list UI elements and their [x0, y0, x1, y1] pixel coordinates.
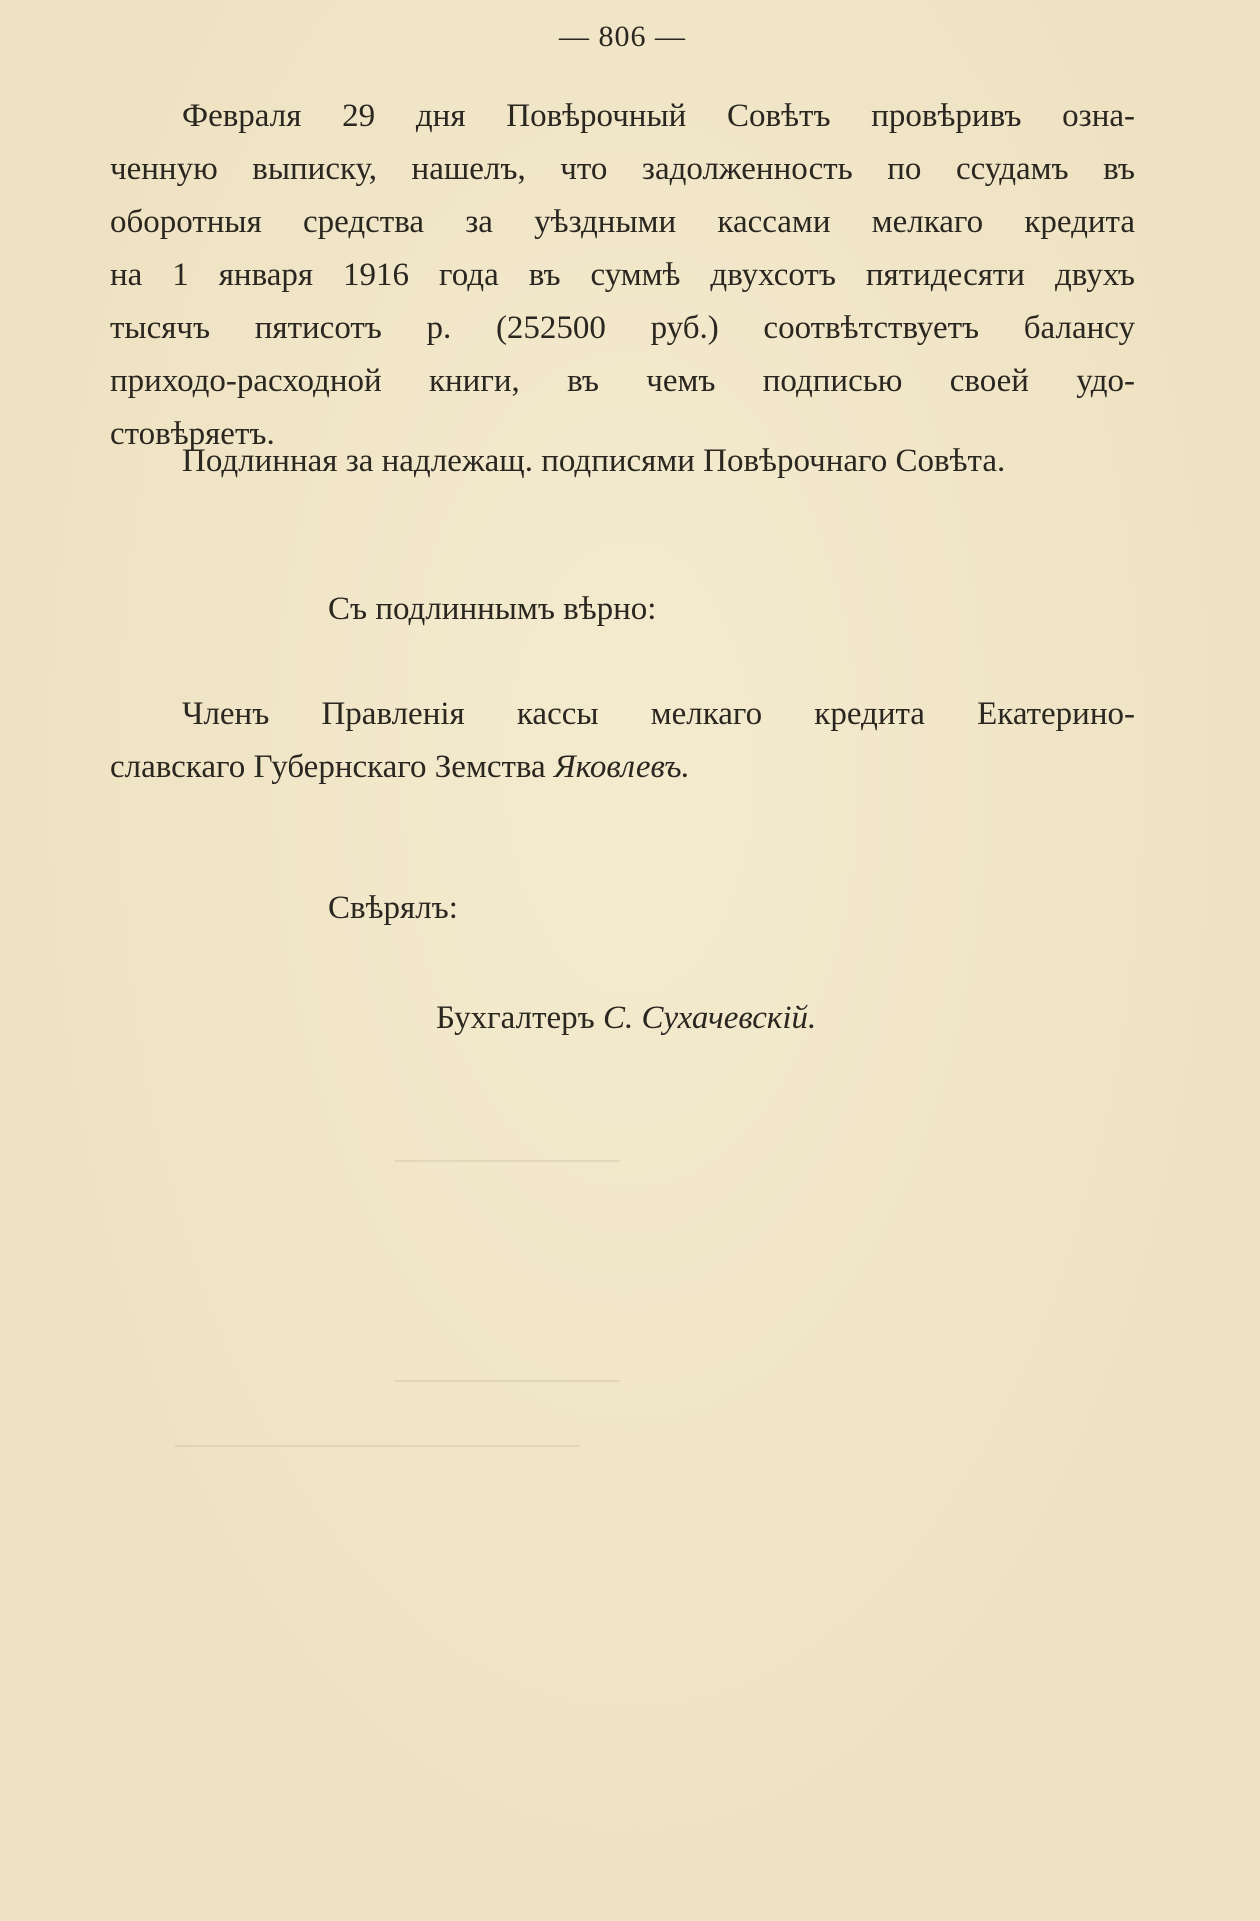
- paragraph-line: оборотныя средства за уѣздными кассами мелкаго кредита: [110, 204, 1135, 240]
- certified-heading: Съ подлиннымъ вѣрно:: [328, 591, 657, 627]
- paragraph-line: тысячъ пятисотъ р. (252500 руб.) соотвѣтствуетъ балансу: [110, 310, 1135, 346]
- bleed-through-rule: [395, 1160, 620, 1162]
- paragraph-line: Февраля 29 дня Повѣрочный Совѣтъ провѣривъ озна-: [182, 98, 1135, 134]
- paragraph-line: на 1 января 1916 года въ суммѣ двухсотъ пятидесяти двухъ: [110, 257, 1135, 293]
- verification-paragraph: [110, 90, 1135, 461]
- bleed-through-marks: [150, 420, 1150, 1420]
- original-note: Подлинная за надлежащ. подписями Повѣрочнаго Совѣта.: [182, 443, 1006, 479]
- member-signature: Яковлевъ.: [553, 749, 690, 785]
- paragraph-line: ченную выписку, нашелъ, что задолженность по ссудамъ въ: [110, 151, 1135, 187]
- accountant-signature: С. Сухачевскій.: [602, 1000, 817, 1036]
- member-line-1: Членъ Правленія кассы мелкаго кредита Екатерино-: [182, 696, 1135, 732]
- paragraph-line: приходо-расходной книги, въ чемъ подписью своей удо-: [110, 363, 1135, 399]
- accountant-title: Бухгалтеръ: [436, 1000, 595, 1036]
- member-line-2-text: славскаго Губернскаго Земства: [110, 749, 546, 785]
- member-statement: [110, 688, 1135, 794]
- member-line-2: [110, 741, 1135, 794]
- bleed-through-rule: [175, 1445, 580, 1447]
- accountant-line: [436, 992, 816, 1045]
- checked-heading: Свѣрялъ:: [328, 890, 458, 926]
- bleed-through-rule: [395, 1380, 620, 1382]
- page-number: — 806 —: [559, 20, 686, 53]
- paragraph-line: стовѣряетъ.: [110, 416, 275, 452]
